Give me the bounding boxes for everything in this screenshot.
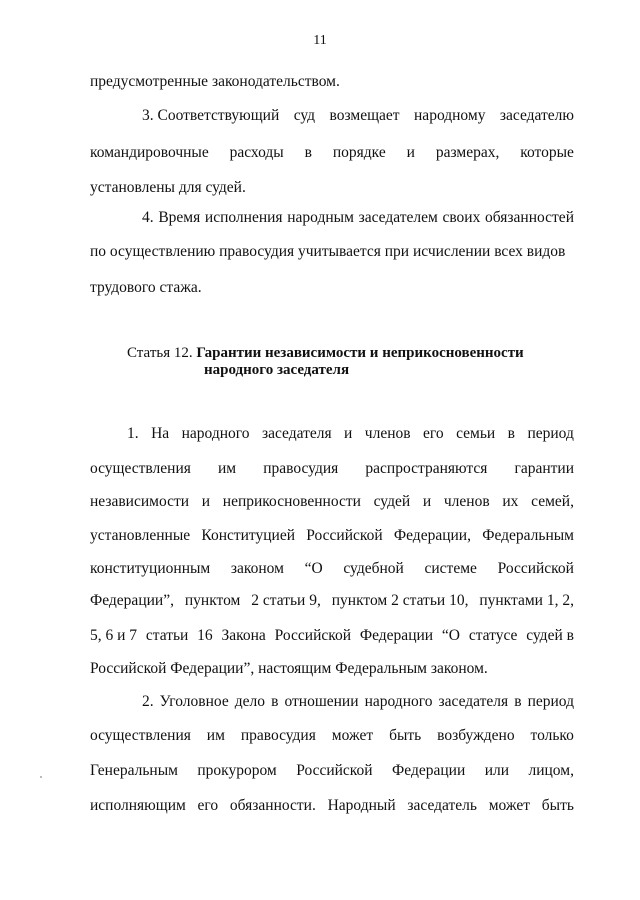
word: На <box>151 425 170 442</box>
word: судебной <box>343 560 404 577</box>
word: гарантии <box>514 460 574 477</box>
text-line: предусмотренные законодательством. <box>90 73 340 90</box>
word: распространяются <box>365 460 488 477</box>
page-number: 11 <box>313 33 327 48</box>
text-line-justified <box>142 209 574 227</box>
article-label: Статья 12. <box>127 345 193 361</box>
word: и <box>344 425 353 442</box>
word: пунктами 1, 2, <box>479 592 574 609</box>
word: установленные <box>90 527 191 544</box>
word: прокурором <box>197 762 277 779</box>
text-line-justified <box>90 762 574 780</box>
word: осуществления <box>90 727 191 744</box>
word: пунктом <box>184 592 241 609</box>
word: Российской <box>296 762 373 779</box>
text-line: установлены для судей. <box>90 179 246 196</box>
word: их <box>502 493 519 510</box>
word: и <box>406 144 415 161</box>
word: лицом, <box>528 762 574 779</box>
word: им <box>206 727 225 744</box>
word: 5, 6 и 7 <box>90 627 138 644</box>
text-line-justified <box>142 693 574 711</box>
word: народным <box>287 209 354 226</box>
word: Российской <box>497 560 574 577</box>
text-line-justified <box>90 527 574 545</box>
word: быть <box>541 797 574 814</box>
word: и <box>422 493 432 510</box>
word: Российской <box>306 527 383 544</box>
word: может <box>331 727 374 744</box>
word: заседателя <box>261 425 332 442</box>
word: или <box>484 762 510 779</box>
word: правосудия <box>263 460 339 477</box>
text-line-justified <box>90 560 574 578</box>
word: порядке <box>332 144 386 161</box>
word: заседателю <box>499 107 574 124</box>
word: судей <box>373 493 411 510</box>
word: исполняющим <box>90 797 186 814</box>
text-line-justified <box>90 627 574 645</box>
word: исполнения <box>204 209 283 226</box>
word: Федерации”, <box>90 592 174 609</box>
text-line-justified <box>90 493 574 511</box>
word: системе <box>424 560 477 577</box>
text-line-justified <box>90 460 574 478</box>
text-line-justified <box>90 144 574 162</box>
word: Конституцией <box>201 527 296 544</box>
word: расходы <box>229 144 284 161</box>
word: Федеральным <box>482 527 574 544</box>
word: 16 <box>197 627 213 644</box>
word: Время <box>158 209 201 226</box>
word: заседателя <box>438 693 509 710</box>
article-heading-line-1 <box>127 345 524 362</box>
text-line-justified <box>127 425 574 443</box>
word: дело <box>234 693 266 710</box>
word: в <box>514 693 522 710</box>
word: только <box>530 727 574 744</box>
article-title-part-1: Гарантии независимости и неприкосновенности <box>196 345 524 361</box>
word: Российской <box>274 627 352 644</box>
word: обязанности. <box>229 797 316 814</box>
word: пунктом 2 статьи 10, <box>331 592 469 609</box>
word: 1. <box>127 425 139 442</box>
word: Народный <box>327 797 396 814</box>
word: статьи <box>145 627 189 644</box>
text-line-justified <box>90 797 574 815</box>
word: которые <box>520 144 574 161</box>
text-line-justified <box>90 592 574 610</box>
word: Генеральным <box>90 762 178 779</box>
word: 4. <box>142 209 154 226</box>
word: своих <box>442 209 481 226</box>
text-line: Российской Федерации”, настоящим Федеральным законом. <box>90 660 488 677</box>
word: командировочные <box>90 144 209 161</box>
word: “О <box>441 627 460 644</box>
word: Федерации <box>392 762 466 779</box>
word: Федерации, <box>393 527 471 544</box>
word: размерах, <box>435 144 500 161</box>
word: 2 статьи 9, <box>251 592 321 609</box>
word: семей, <box>531 493 574 510</box>
word: заседателем <box>358 209 438 226</box>
word: обязанностей <box>485 209 574 226</box>
word: может <box>488 797 531 814</box>
word: законом <box>230 560 284 577</box>
word: возмещает <box>329 107 400 124</box>
word: статусе <box>468 627 518 644</box>
word: конституционным <box>90 560 211 577</box>
text-line-justified <box>142 107 574 125</box>
word: в <box>271 693 279 710</box>
article-title-part-2: народного заседателя <box>204 362 350 378</box>
word: правосудия <box>240 727 316 744</box>
word: в <box>304 144 312 161</box>
word: Закона <box>221 627 266 644</box>
word: период <box>527 425 574 442</box>
word: суд <box>293 107 316 124</box>
word: Уголовное <box>159 693 229 710</box>
word: осуществления <box>90 460 191 477</box>
word: независимости <box>90 493 190 510</box>
word: отношении <box>284 693 359 710</box>
word: народного <box>364 693 433 710</box>
text-line: трудового стажа. <box>90 279 202 296</box>
scan-artifact <box>40 776 42 778</box>
word: семьи <box>456 425 496 442</box>
word: период <box>527 693 574 710</box>
word: народному <box>414 107 486 124</box>
word: судей в <box>526 627 574 644</box>
word: народного <box>181 425 250 442</box>
word: заседатель <box>407 797 477 814</box>
word: 3. Соответствующий <box>142 107 280 124</box>
word: его <box>423 425 444 442</box>
word: 2. <box>142 693 154 710</box>
word: и <box>201 493 211 510</box>
text-line: по осуществлению правосудия учитывается при исчислении всех видов <box>90 243 566 260</box>
word: его <box>197 797 219 814</box>
word: неприкосновенности <box>222 493 361 510</box>
word: Федерации <box>359 627 434 644</box>
word: возбуждено <box>437 727 515 744</box>
word: членов <box>443 493 490 510</box>
word: быть <box>389 727 422 744</box>
word: “О <box>304 560 323 577</box>
word: членов <box>364 425 411 442</box>
text-line-justified <box>90 727 574 745</box>
word: в <box>507 425 515 442</box>
word: им <box>218 460 237 477</box>
